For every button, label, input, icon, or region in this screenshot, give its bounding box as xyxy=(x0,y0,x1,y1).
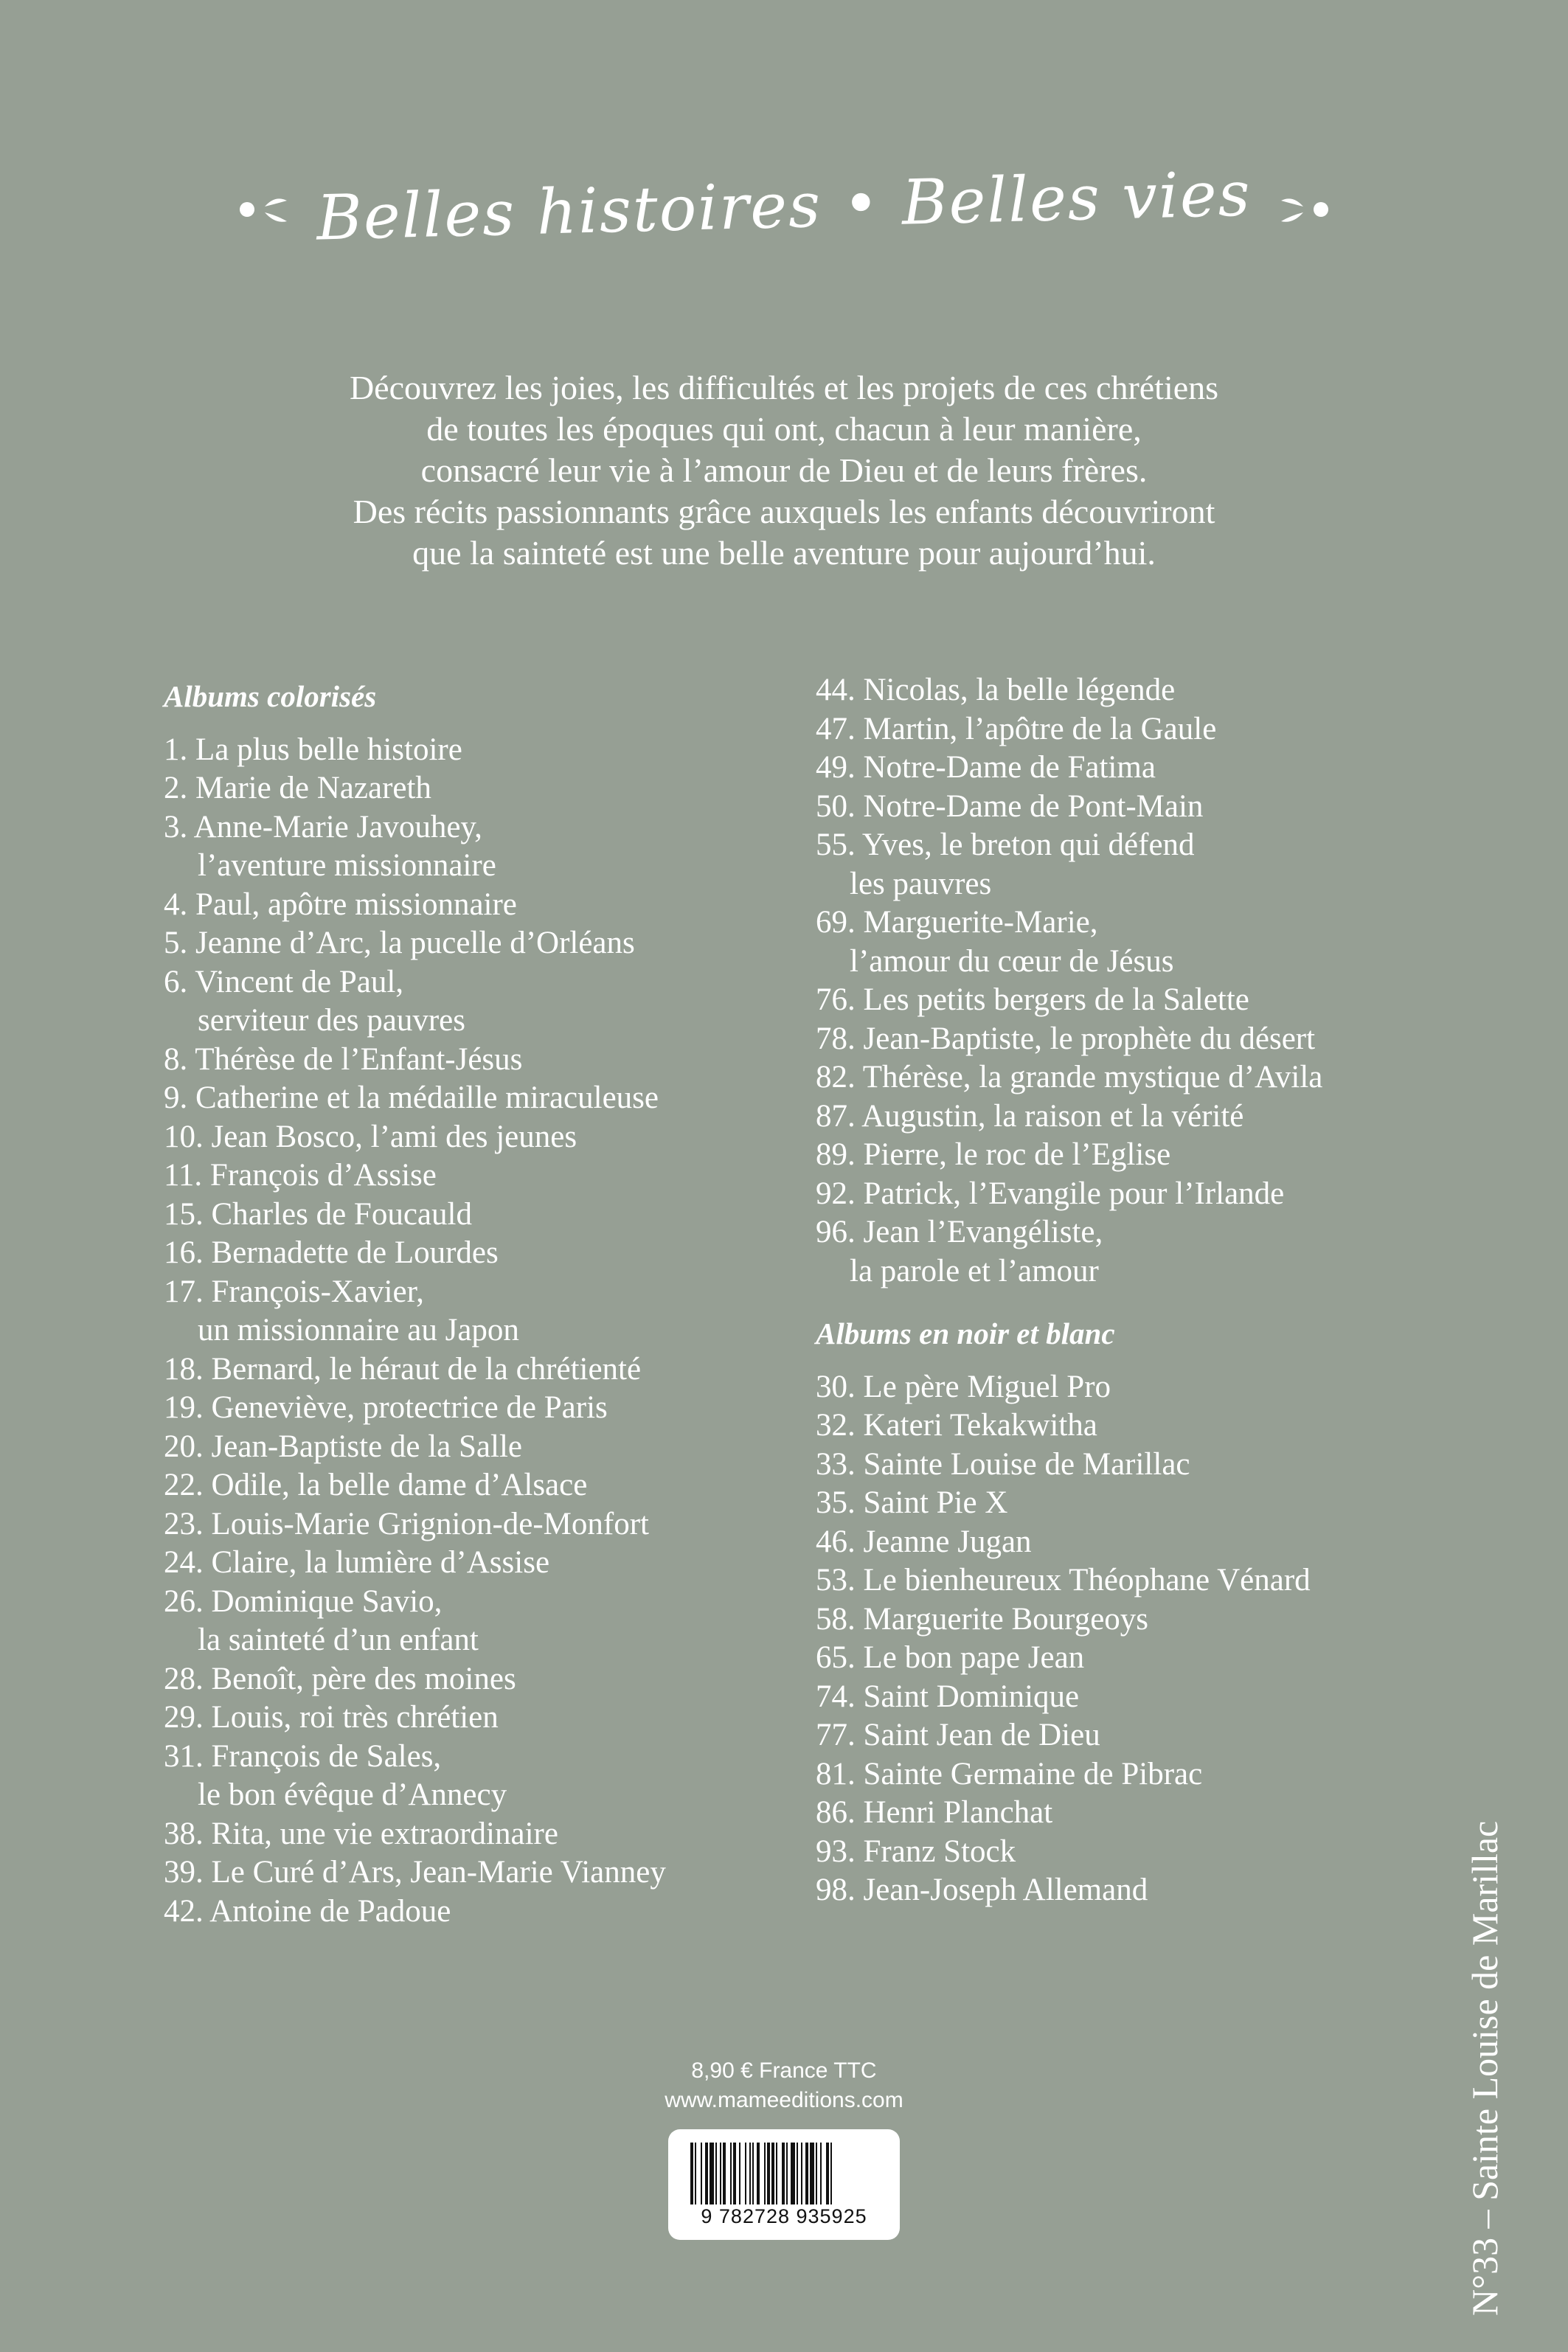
price-block xyxy=(0,2056,1568,2115)
album-list-item xyxy=(164,769,798,808)
album-title: 9. Catherine et la médaille miraculeuse xyxy=(164,1080,659,1115)
barcode-bar xyxy=(826,2143,829,2204)
album-list-item xyxy=(164,1738,798,1815)
barcode-bar xyxy=(705,2143,708,2204)
album-list-item: 98. Jean-Joseph Allemand xyxy=(816,1873,1148,1907)
album-title: 18. Bernard, le héraut de la chrétienté xyxy=(164,1351,642,1387)
album-list-item xyxy=(164,1466,798,1505)
barcode-bar xyxy=(730,2143,732,2204)
price-label: 8,90 € France TTC xyxy=(691,2058,877,2083)
barcode-bar xyxy=(782,2143,785,2204)
intro-line: consacré leur vie à l’amour de Dieu et de leurs frères. xyxy=(420,451,1148,489)
album-title: 1. La plus belle histoire xyxy=(164,732,462,767)
album-list-item: 35. Saint Pie X xyxy=(816,1485,1008,1520)
series-header xyxy=(0,157,1568,254)
albums-colorises-heading: Albums colorisés xyxy=(164,679,377,713)
left-ornament-icon xyxy=(237,180,296,232)
barcode-bar xyxy=(771,2143,774,2204)
barcode-bar xyxy=(745,2143,746,2204)
album-title: 11. François d’Assise xyxy=(164,1158,437,1193)
album-title: 47. Martin, l’apôtre de la Gaule xyxy=(816,711,1217,746)
album-list-item xyxy=(164,1544,798,1583)
barcode-bar xyxy=(720,2143,721,2204)
album-list-item: 81. Sainte Germaine de Pibrac xyxy=(816,1756,1203,1791)
album-title: 49. Notre-Dame de Fatima xyxy=(816,750,1156,785)
album-title: 89. Pierre, le roc de l’Eglise xyxy=(816,1137,1171,1172)
album-list-item: 93. Franz Stock xyxy=(816,1834,1016,1869)
album-list-item: 86. Henri Planchat xyxy=(816,1795,1053,1830)
album-list-item: 46. Jeanne Jugan xyxy=(816,1524,1032,1559)
album-title: 50. Notre-Dame de Pont-Main xyxy=(816,788,1204,824)
barcode-bar xyxy=(757,2143,760,2204)
intro-line: que la sainteté est une belle aventure pour aujourd’hui. xyxy=(412,534,1156,572)
album-list-item: 53. Le bienheureux Théophane Vénard xyxy=(816,1563,1311,1598)
album-list-item xyxy=(164,1118,798,1157)
album-title-continuation: l’aventure missionnaire xyxy=(198,848,496,883)
barcode-bar xyxy=(752,2143,754,2204)
album-list-item xyxy=(164,1583,798,1660)
album-title: 6. Vincent de Paul, xyxy=(164,964,404,999)
barcode-bar xyxy=(797,2143,798,2204)
album-title: 92. Patrick, l’Evangile pour l’Irlande xyxy=(816,1176,1285,1211)
album-title: 42. Antoine de Padoue xyxy=(164,1893,451,1929)
isbn-digits: 9 782728 935925 xyxy=(701,2205,867,2227)
barcode-bar xyxy=(805,2143,808,2204)
albums-colorises-column-1 xyxy=(164,677,798,1931)
album-title: 29. Louis, roi très chrétien xyxy=(164,1700,499,1735)
album-title: 8. Thérèse de l’Enfant-Jésus xyxy=(164,1041,523,1077)
album-title: 4. Paul, apôtre missionnaire xyxy=(164,887,517,922)
album-list-item xyxy=(164,1234,798,1273)
album-list-item: 58. Marguerite Bourgeoys xyxy=(816,1601,1149,1637)
barcode xyxy=(668,2129,900,2240)
spine-title: N°33 – Sainte Louise de Marillac xyxy=(1464,1820,1505,2316)
album-list-item xyxy=(164,963,798,1041)
barcode-bar xyxy=(786,2143,788,2204)
barcode-bar xyxy=(801,2143,802,2204)
album-title-continuation: un missionnaire au Japon xyxy=(198,1313,519,1347)
album-list-item xyxy=(164,1041,798,1080)
barcode-icon xyxy=(690,2143,878,2204)
album-list-item xyxy=(816,981,1450,1020)
barcode-bar xyxy=(695,2143,696,2204)
barcode-bar xyxy=(776,2143,777,2204)
album-title: 78. Jean-Baptiste, le prophète du désert xyxy=(816,1021,1316,1056)
album-title: 20. Jean-Baptiste de la Salle xyxy=(164,1429,522,1464)
intro-line: Des récits passionnants grâce auxquels les enfants découvriront xyxy=(353,493,1215,530)
barcode-bar xyxy=(715,2143,717,2204)
album-title: 39. Le Curé d’Ars, Jean-Marie Vianney xyxy=(164,1855,666,1890)
barcode-bar xyxy=(816,2143,817,2204)
album-list-item xyxy=(164,1079,798,1118)
albums-colorises-column-2 xyxy=(816,671,1450,1910)
barcode-bar xyxy=(810,2143,814,2204)
album-title: 38. Rita, une vie extraordinaire xyxy=(164,1816,558,1851)
barcode-bar xyxy=(723,2143,726,2204)
album-list-item xyxy=(164,1853,798,1893)
barcode-bar xyxy=(820,2143,822,2204)
album-list-item: 32. Kateri Tekakwitha xyxy=(816,1408,1097,1443)
website-link[interactable]: www.mameeditions.com xyxy=(665,2088,903,2112)
albums-noir-blanc-heading: Albums en noir et blanc xyxy=(816,1317,1115,1350)
album-list-item xyxy=(164,1428,798,1467)
album-title: 19. Geneviève, protectrice de Paris xyxy=(164,1390,608,1425)
album-title-continuation: le bon évêque d’Annecy xyxy=(198,1777,507,1812)
album-list-item xyxy=(164,1660,798,1699)
album-list-item xyxy=(816,788,1450,827)
barcode-bar xyxy=(690,2143,693,2204)
album-title: 26. Dominique Savio, xyxy=(164,1583,443,1619)
album-title: 82. Thérèse, la grande mystique d’Avila xyxy=(816,1060,1323,1095)
barcode-bar xyxy=(767,2143,770,2204)
album-title: 17. François-Xavier, xyxy=(164,1274,424,1309)
album-title: 22. Odile, la belle dame d’Alsace xyxy=(164,1468,588,1502)
album-list-item xyxy=(816,1136,1450,1175)
album-title: 15. Charles de Foucauld xyxy=(164,1196,472,1232)
intro-line: Découvrez les joies, les difficultés et les projets de ces chrétiens xyxy=(349,369,1219,406)
album-title: 16. Bernadette de Lourdes xyxy=(164,1235,499,1270)
album-title: 31. François de Sales, xyxy=(164,1738,442,1774)
barcode-bar xyxy=(791,2143,795,2204)
album-list-item: 30. Le père Miguel Pro xyxy=(816,1369,1111,1404)
barcode-bar xyxy=(701,2143,702,2204)
album-list-item xyxy=(164,1893,798,1932)
album-list-item xyxy=(164,1156,798,1196)
album-title: 24. Claire, la lumière d’Assise xyxy=(164,1545,550,1580)
album-list-item xyxy=(164,1389,798,1428)
right-ornament-icon xyxy=(1272,180,1331,232)
album-title-continuation: les pauvres xyxy=(850,866,992,901)
album-title: 23. Louis-Marie Grignion-de-Monfort xyxy=(164,1506,649,1541)
barcode-bar xyxy=(710,2143,714,2204)
album-title: 96. Jean l’Evangéliste, xyxy=(816,1215,1103,1249)
album-list-item xyxy=(164,808,798,886)
album-list-item xyxy=(816,903,1450,981)
album-title: 10. Jean Bosco, l’ami des jeunes xyxy=(164,1119,577,1154)
intro-paragraph xyxy=(194,367,1374,574)
album-title: 55. Yves, le breton qui défend xyxy=(816,828,1195,862)
album-list-item: 65. Le bon pape Jean xyxy=(816,1640,1085,1675)
album-list-item: 74. Saint Dominique xyxy=(816,1679,1080,1714)
barcode-bar xyxy=(749,2143,751,2204)
album-title-continuation: la sainteté d’un enfant xyxy=(198,1623,479,1657)
album-title-continuation: serviteur des pauvres xyxy=(198,1003,465,1038)
barcode-bar xyxy=(830,2143,832,2204)
album-list-item xyxy=(816,1020,1450,1059)
album-title: 76. Les petits bergers de la Salette xyxy=(816,982,1249,1017)
album-title: 28. Benoît, père des moines xyxy=(164,1661,516,1696)
album-list-item xyxy=(816,710,1450,749)
album-list-item xyxy=(816,1213,1450,1291)
album-list-item xyxy=(164,1815,798,1854)
barcode-bar xyxy=(739,2143,740,2204)
barcode-bar xyxy=(733,2143,736,2204)
intro-line: de toutes les époques qui ont, chacun à leur manière, xyxy=(426,410,1142,448)
album-title: 69. Marguerite-Marie, xyxy=(816,905,1098,940)
album-list-item xyxy=(816,749,1450,788)
album-list-item xyxy=(164,1273,798,1350)
series-title: Belles histoires • Belles vies xyxy=(316,157,1252,254)
album-title: 44. Nicolas, la belle légende xyxy=(816,673,1176,707)
album-title: 2. Marie de Nazareth xyxy=(164,771,431,805)
album-list-item xyxy=(164,886,798,925)
album-list-item xyxy=(816,826,1450,903)
album-list-item: 77. Saint Jean de Dieu xyxy=(816,1718,1100,1752)
album-title: 87. Augustin, la raison et la vérité xyxy=(816,1098,1244,1134)
album-title-continuation: la parole et l’amour xyxy=(850,1253,1099,1288)
album-list-item: 33. Sainte Louise de Marillac xyxy=(816,1446,1190,1482)
barcode-bar xyxy=(764,2143,766,2204)
album-list-item xyxy=(816,1175,1450,1214)
album-list-item xyxy=(816,1097,1450,1137)
album-list-item xyxy=(164,1196,798,1235)
album-list-item xyxy=(164,1699,798,1738)
album-list-item xyxy=(164,1350,798,1390)
album-list-item xyxy=(164,731,798,770)
album-title: 5. Jeanne d’Arc, la pucelle d’Orléans xyxy=(164,926,635,960)
album-list-item xyxy=(164,924,798,963)
album-title-continuation: l’amour du cœur de Jésus xyxy=(850,943,1174,979)
album-list-item xyxy=(164,1505,798,1544)
album-list-item xyxy=(816,671,1450,710)
album-list-item xyxy=(816,1058,1450,1097)
album-title: 3. Anne-Marie Javouhey, xyxy=(164,809,482,844)
